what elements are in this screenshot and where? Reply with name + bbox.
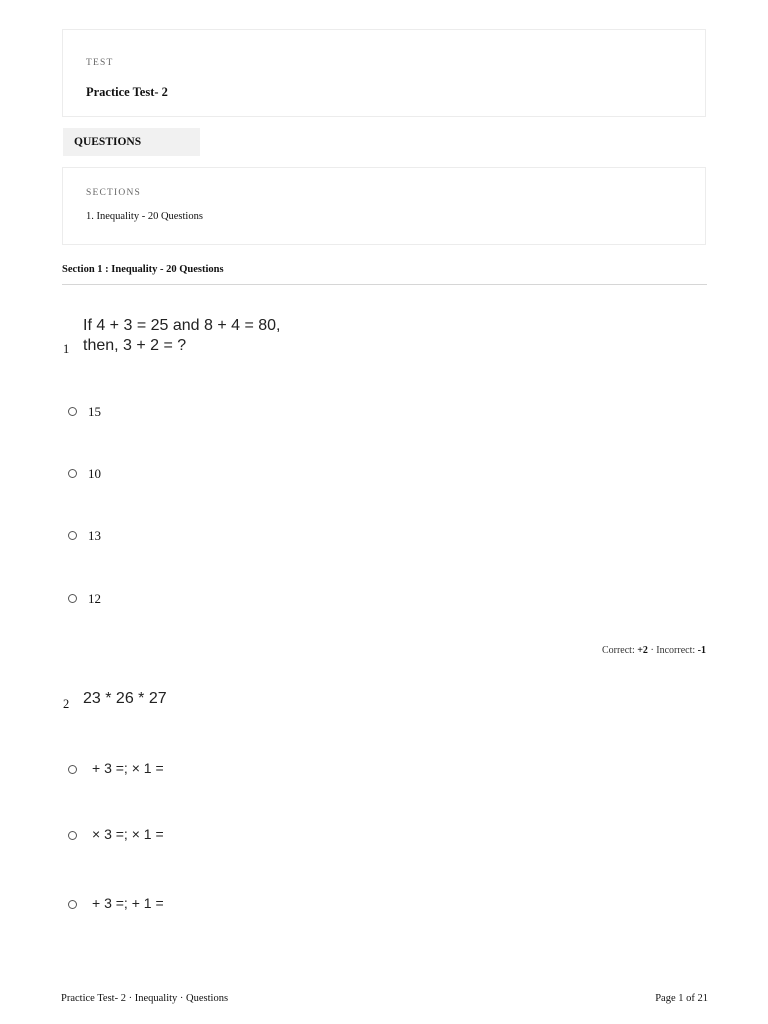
sections-label: SECTIONS (86, 188, 141, 198)
radio-button[interactable] (68, 407, 77, 416)
correct-label: Correct: (601, 645, 635, 656)
question-text-line: If 4 + 3 = 25 and 8 + 4 = 80, (83, 317, 281, 334)
footer-title: Practice Test- 2 · Inequality · Questions (61, 993, 229, 1004)
radio-button[interactable] (68, 765, 77, 774)
question-text (83, 689, 167, 709)
test-title: Practice Test- 2 (86, 85, 168, 99)
test-card (62, 29, 706, 117)
radio-button[interactable] (68, 594, 77, 603)
radio-button[interactable] (68, 831, 77, 840)
option-label: + 3 =; + 1 = (92, 895, 164, 911)
tab-questions[interactable]: QUESTIONS (63, 128, 200, 156)
divider (62, 284, 707, 285)
option-label: + 3 =; × 1 = (92, 760, 164, 776)
option-label: 15 (88, 404, 101, 419)
radio-button[interactable] (68, 900, 77, 909)
question-text-line: then, 3 + 2 = ? (83, 337, 187, 354)
marks-info (602, 645, 706, 656)
page-number: Page 1 of 21 (655, 993, 708, 1004)
question-text (83, 316, 281, 356)
test-label: TEST (86, 58, 114, 68)
option-label: 12 (88, 591, 101, 606)
radio-button[interactable] (68, 531, 77, 540)
correct-value: +2 (637, 645, 648, 656)
section-heading: Section 1 : Inequality - 20 Questions (62, 264, 224, 275)
sections-card (62, 167, 706, 245)
option-label: 10 (88, 466, 101, 481)
option-label: 13 (88, 528, 101, 543)
marks-separator: · (650, 645, 654, 656)
incorrect-label: Incorrect: (656, 645, 696, 656)
option-label: × 3 =; × 1 = (92, 826, 164, 842)
incorrect-value: -1 (697, 645, 706, 656)
question-number: 1 (63, 342, 70, 356)
radio-button[interactable] (68, 469, 77, 478)
question-number: 2 (63, 697, 70, 711)
section-link-inequality[interactable]: 1. Inequality - 20 Questions (86, 211, 203, 222)
question-text-line: 23 * 26 * 27 (83, 690, 167, 707)
